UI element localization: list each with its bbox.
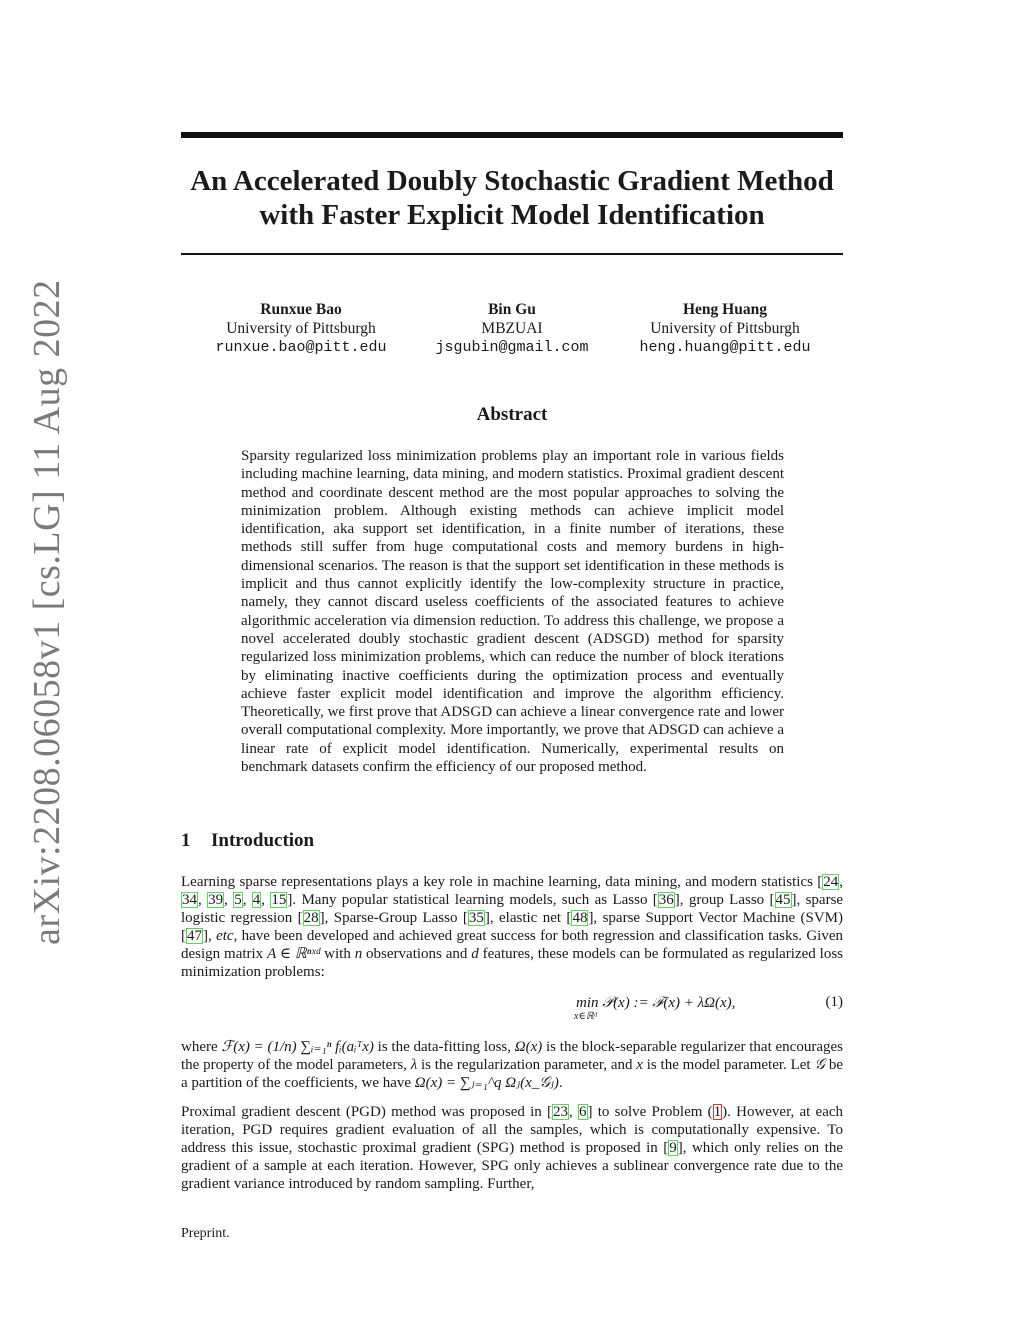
text-run: is the model parameter. Let: [642, 1057, 815, 1073]
text-run: ], sparse logistic regression [: [181, 892, 844, 926]
intro-paragraph-2: [181, 1038, 843, 1092]
paper-title: [181, 164, 843, 232]
citation-link[interactable]: 9: [669, 1140, 677, 1156]
author-3: [605, 300, 845, 357]
equation-reference-link[interactable]: 1: [713, 1104, 722, 1120]
math-inline: Ω(x): [514, 1039, 543, 1055]
math-inline: λ: [410, 1057, 418, 1073]
title-line-2: with Faster Explicit Model Identification: [259, 199, 765, 231]
text-run: is the data-fitting loss,: [373, 1039, 515, 1055]
abstract-heading: Abstract: [476, 404, 548, 425]
text-run: ],: [203, 928, 217, 944]
text-run: ], which only relies on the gradient of a sample at each iteration. However, SPG only achieves a sublinear convergence rate due to the gradient variance introduced by random sampling. Further,: [181, 1140, 843, 1192]
author-email[interactable]: heng.huang@pitt.edu: [639, 339, 811, 356]
intro-paragraph-1: Learning sparse representations plays a key role in machine learning, data mining, and modern statistics [24, 34, 39, 5, 4, 15]. Many popular statistical learning models, such as Lasso [36], group Lasso [45], sparse logistic regression [28], Sparse-Group Lasso [35], elastic net [48], sparse Support Vector Machine (SVM) [47], etc, have been developed and achieved great success for both regression and classification tasks. Given design matrix A ∈ ℝⁿˣᵈ with n observations and d features, these models can be formulated as regularized loss minimization problems:: [181, 874, 844, 980]
text-run: etc: [216, 928, 234, 944]
section-heading-introduction: [181, 830, 314, 852]
citation-link[interactable]: 6: [579, 1104, 587, 1120]
intro-paragraph-3: Proximal gradient descent (PGD) method was proposed in [23, 6] to solve Problem (1). However, at each iteration, PGD requires gradient evaluation of all the samples, which is computationally expensive. To address this issue, stochastic proximal gradient (SPG) method is proposed in [9], which only relies on the gradient of a sample at each iteration. However, SPG only achieves a sublinear convergence rate due to the gradient variance introduced by random sampling. Further,: [181, 1104, 844, 1192]
equation-expression: min 𝒫(x) := ℱ(x) + λΩ(x),: [576, 995, 736, 1011]
title-top-rule: [181, 132, 843, 138]
text-run: observations and: [362, 946, 472, 962]
text-run: ], group Lasso [: [674, 892, 775, 908]
text-run: ], elastic net [: [484, 910, 572, 926]
author-name: Bin Gu: [488, 301, 536, 318]
text-run: features, these models can be formulated as regularized loss minimization problems:: [181, 946, 843, 980]
text-run: be a partition of the coefficients, we have: [181, 1057, 843, 1091]
author-affiliation: University of Pittsburgh: [650, 320, 800, 337]
text-run: .: [558, 1075, 563, 1091]
arxiv-identifier-stamp: arXiv:2208.06058v1 [cs.LG] 11 Aug 2022: [26, 279, 68, 945]
author-name: Heng Huang: [683, 301, 767, 318]
citation-link[interactable]: 45: [775, 892, 791, 908]
math-inline: ℱ(x) = (1/n) ∑ᵢ₌₁ⁿ fᵢ(aᵢᵀx): [221, 1039, 374, 1055]
citation-link[interactable]: 28: [303, 910, 319, 926]
text-run: is the regularization parameter, and: [417, 1057, 637, 1073]
citation-link[interactable]: 36: [658, 892, 674, 908]
author-email[interactable]: runxue.bao@pitt.edu: [215, 339, 387, 356]
abstract-text: Sparsity regularized loss minimization problems play an important role in various fields including machine learning, data mining, and modern statistics. Proximal gradient descent method and coordinate descent method are the most popular approaches to solving the minimization problem. Although existing methods can achieve implicit model identification, aka support set identification, in a finite number of iterations, these methods still suffer from huge computational costs and memory burdens in high-dimensional scenarios. The reason is that the support set identification in these methods is implicit and thus cannot explicitly identify the low-complexity structure in practice, namely, they cannot discard useless coefficients of the associated features to achieve algorithmic acceleration via dimension reduction. To address this challenge, we propose a novel accelerated doubly stochastic gradient descent (ADSGD) method for sparsity regularized loss minimization problems, which can reduce the number of block iterations by eliminating inactive coefficients during the optimization process and eventually achieve faster explicit model identification and improve the algorithm efficiency. Theoretically, we first prove that ADSGD can achieve a linear convergence rate and lower overall computational complexity. More importantly, we prove that ADSGD can achieve a linear rate of explicit model identification. Numerically, experimental results on benchmark datasets confirm the efficiency of our proposed method.: [241, 448, 784, 776]
text-run: is the block-separable regularizer that encourages the property of the model parameters,: [181, 1039, 843, 1073]
text-run: where: [181, 1039, 222, 1055]
math-inline: A ∈ ℝⁿˣᵈ: [267, 946, 321, 962]
author-1: [181, 300, 421, 357]
title-line-1: An Accelerated Doubly Stochastic Gradient Method: [190, 165, 834, 197]
author-affiliation: University of Pittsburgh: [226, 320, 376, 337]
text-run: ], sparse Support Vector Machine (SVM) [: [181, 910, 844, 944]
text-run: , have been developed and achieved great success for both regression and classification tasks. Given design matrix: [181, 928, 844, 962]
equation-1: [181, 994, 843, 1024]
equation-number: (1): [825, 994, 843, 1010]
author-2: [392, 300, 632, 357]
citation-link[interactable]: 34: [182, 892, 197, 908]
author-name: Runxue Bao: [260, 301, 342, 318]
text-run: ). However, at each iteration, PGD requires gradient evaluation of all the samples, which is computationally expensive. To address this issue, stochastic proximal gradient (SPG) method is proposed in [: [181, 1104, 844, 1156]
citation-link[interactable]: 39: [208, 892, 224, 908]
citation-link[interactable]: 23: [553, 1104, 569, 1120]
citation-link[interactable]: 24: [823, 874, 839, 890]
citation-link[interactable]: 48: [572, 910, 588, 926]
citation-link[interactable]: 15: [271, 892, 287, 908]
text-run: Proximal gradient descent (PGD) method was proposed in [: [181, 1104, 553, 1120]
text-run: with: [320, 946, 355, 962]
math-inline: x: [636, 1057, 643, 1073]
citation-link[interactable]: 35: [468, 910, 484, 926]
equation-subscript: x∈ℝᵈ: [574, 1011, 597, 1022]
citation-link[interactable]: 4: [252, 892, 261, 908]
author-email[interactable]: jsgubin@gmail.com: [435, 339, 589, 356]
citation-link[interactable]: 47: [187, 928, 202, 944]
section-title: Introduction: [211, 830, 315, 851]
text-run: ] to solve Problem (: [587, 1104, 713, 1120]
text-run: ]. Many popular statistical learning models, such as Lasso [: [287, 892, 658, 908]
author-affiliation: MBZUAI: [481, 320, 543, 337]
text-run: Learning sparse representations plays a key role in machine learning, data mining, and modern statistics [: [181, 874, 823, 890]
text-run: ], Sparse-Group Lasso [: [319, 910, 468, 926]
title-bottom-rule: [181, 253, 843, 255]
math-inline: n: [354, 946, 363, 962]
section-number: 1: [181, 830, 191, 851]
math-inline: d: [471, 946, 479, 962]
footer-note: Preprint.: [181, 1226, 230, 1241]
math-inline: Ω(x) = ∑ⱼ₌₁^q Ωⱼ(x_𝒢ⱼ): [414, 1075, 559, 1091]
citation-link[interactable]: 5: [234, 892, 242, 908]
math-inline: 𝒢: [814, 1057, 826, 1073]
